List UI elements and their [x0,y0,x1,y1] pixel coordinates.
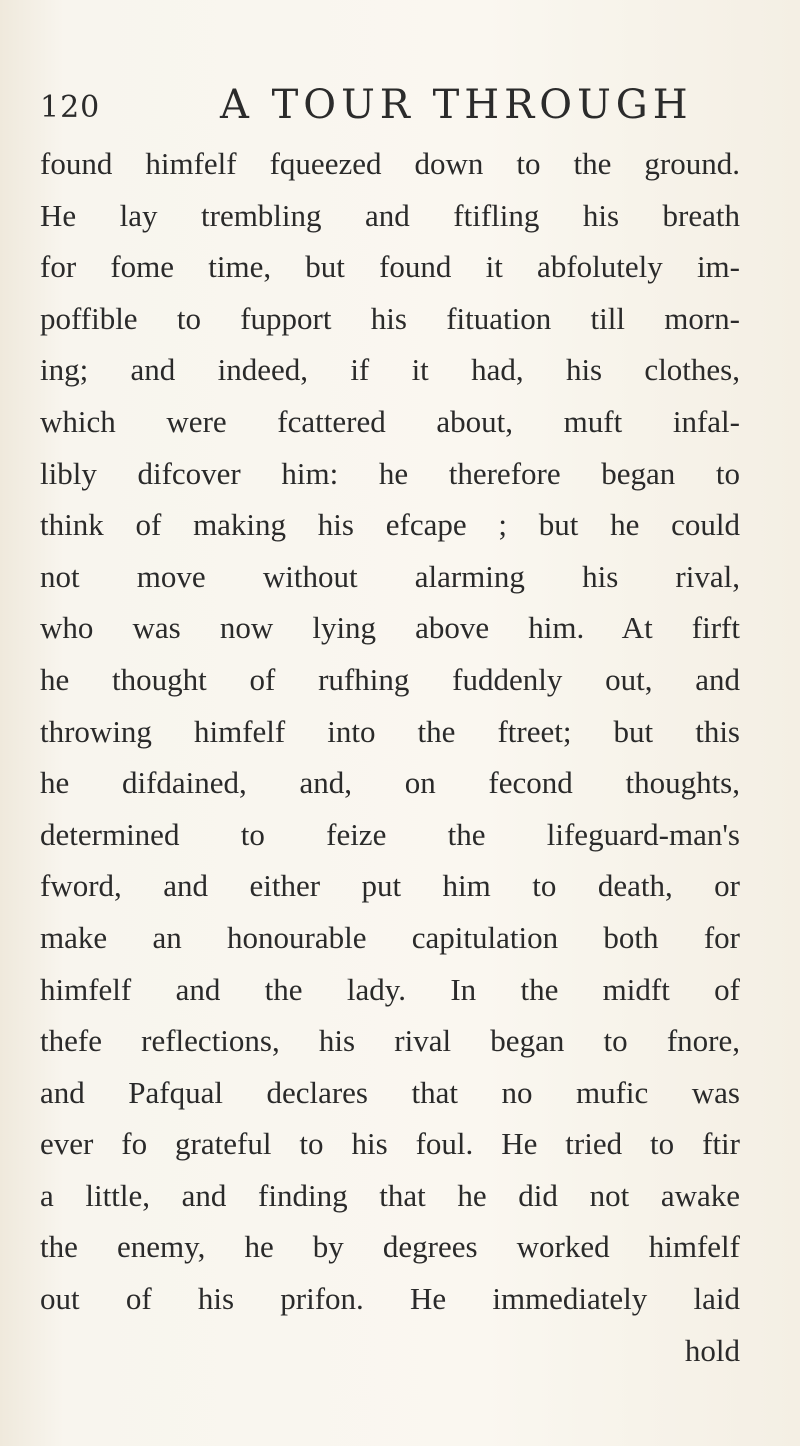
page-number: 120 [40,90,101,125]
text-line: determined to feize the lifeguard-man's [40,816,740,852]
text-line: ing; and indeed, if it had, his clothes, [40,352,740,388]
running-head: A TOUR THROUGH [220,82,693,128]
text-line: himfelf and the lady. In the midft of [40,971,740,1007]
text-line: libly difcover him: he therefore began to [40,455,740,491]
text-line: thefe reflections, his rival began to fnore, [40,1023,740,1059]
text-line: for fome time, but found it abfolutely im- [40,249,740,285]
text-line: out of his prifon. He immediately laid [40,1281,740,1317]
text-line: poffible to fupport his fituation till morn- [40,300,740,336]
text-line: who was now lying above him. At firft [40,610,740,646]
text-line: fword, and either put him to death, or [40,868,740,904]
text-line: He lay trembling and ftifling his breath [40,197,740,233]
text-line: he difdained, and, on fecond thoughts, [40,765,740,801]
text-line: make an honourable capitulation both for [40,919,740,955]
text-line: think of making his efcape ; but he could [40,507,740,543]
body-text [40,138,740,1376]
text-line: he thought of rufhing fuddenly out, and [40,661,740,697]
text-line: which were fcattered about, muft infal- [40,403,740,439]
text-line: the enemy, he by degrees worked himfelf [40,1229,740,1265]
text-line: and Pafqual declares that no mufic was [40,1074,740,1110]
text-line: not move without alarming his rival, [40,558,740,594]
text-line: found himfelf fqueezed down to the ground. [40,146,740,181]
text-line: ever fo grateful to his foul. He tried to ftir [40,1126,740,1162]
text-line: a little, and finding that he did not awake [40,1177,740,1213]
catchword: hold [684,1332,740,1368]
page-header [40,82,740,132]
text-line: throwing himfelf into the ftreet; but this [40,713,740,749]
